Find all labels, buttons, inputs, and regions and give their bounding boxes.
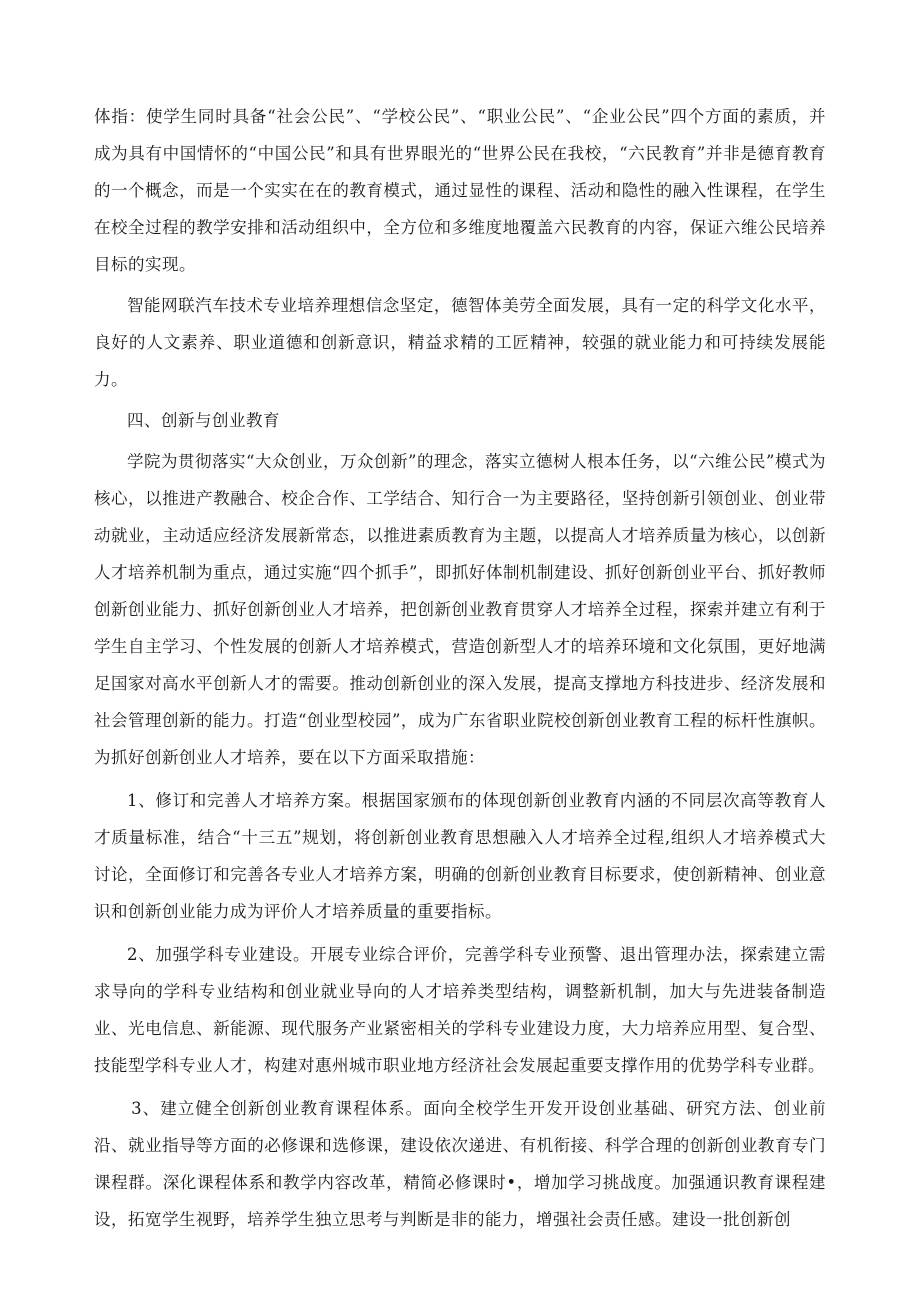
section-heading: 四、创新与创业教育 <box>127 411 280 430</box>
paragraph-measure-1: 1、修订和完善人才培养方案。根据国家颁布的体现创新创业教育内涵的不同层次高等教育人才质量标准，结合“十三五”规划，将创新创业教育思想融入人才培养全过程,组织人才培养模式大讨论，全面修订和完善各专业人才培养方案，明确的创新创业教育目标要求，使创新精神、创业意识和创新创业能力成为评价人才培养质量的重要指标。 <box>94 791 826 921</box>
paragraph-training-goal: 智能网联汽车技术专业培养理想信念坚定，德智体美劳全面发展，具有一定的科学文化水平，良好的人文素养、职业道德和创新意识，精益求精的工匠精神，较强的就业能力和可持续发展能力。 <box>94 296 826 389</box>
document-page <box>94 98 826 1238</box>
paragraph-measure-2: 2、加强学科专业建设。开展专业综合评价，完善学科专业预警、退出管理办法，探索建立需求导向的学科专业结构和创业就业导向的人才培养类型结构，调整新机制，加大与先进装备制造业、光电信息、新能源、现代服务产业紧密相关的学科专业建设力度，大力培养应用型、复合型、技能型学科专业人才，构建对惠州城市职业地方经济社会发展起重要支撑作用的优势学科专业群。 <box>94 945 826 1075</box>
paragraph-six-citizens: 体指：使学生同时具备“社会公民”、“学校公民”、“职业公民”、“企业公民”四个方面的素质，并成为具有中国情怀的“中国公民”和具有世界眼光的“世界公民在我校，“六民教育”并非是德育教育的一个概念，而是一个实实在在的教育模式，通过显性的课程、活动和隐性的融入性课程，在学生在校全过程的教学安排和活动组织中，全方位和多维度地覆盖六民教育的内容，保证六维公民培养目标的实现。 <box>94 107 826 274</box>
paragraph-measure-3: 3、建立健全创新创业教育课程体系。面向全校学生开发开设创业基础、研究方法、创业前沿、就业指导等方面的必修课和选修课，建设依次递进、有机衔接、科学合理的创新创业教育专门课程群。深化课程体系和教学内容改革，精简必修课时•，增加学习挑战度。加强通识教育课程建设，拓宽学生视野，培养学生独立思考与判断是非的能力，增强社会责任感。建设一批创新创 <box>94 1099 826 1229</box>
paragraph-innovation-intro: 学院为贯彻落实“大众创业，万众创新”的理念，落实立德树人根本任务，以“六维公民”模式为核心，以推进产教融合、校企合作、工学结合、知行合一为主要路径，坚持创新引领创业、创业带动就业，主动适应经济发展新常态，以推进素质教育为主题，以提高人才培养质量为核心，以创新人才培养机制为重点，通过实施“四个抓手”，即抓好体制机制建设、抓好创新创业平台、抓好教师创新创业能力、抓好创新创业人才培养，把创新创业教育贯穿人才培养全过程，探索并建立有利于学生自主学习、个性发展的创新人才培养模式，营造创新型人才的培养环境和文化氛围，更好地满足国家对高水平创新人才的需要。推动创新创业的深入发展，提高支撑地方科技进步、经济发展和社会管理创新的能力。打造“创业型校园”，成为广东省职业院校创新创业教育工程的标杆性旗帜。为抓好创新创业人才培养，要在以下方面采取措施： <box>94 452 826 767</box>
